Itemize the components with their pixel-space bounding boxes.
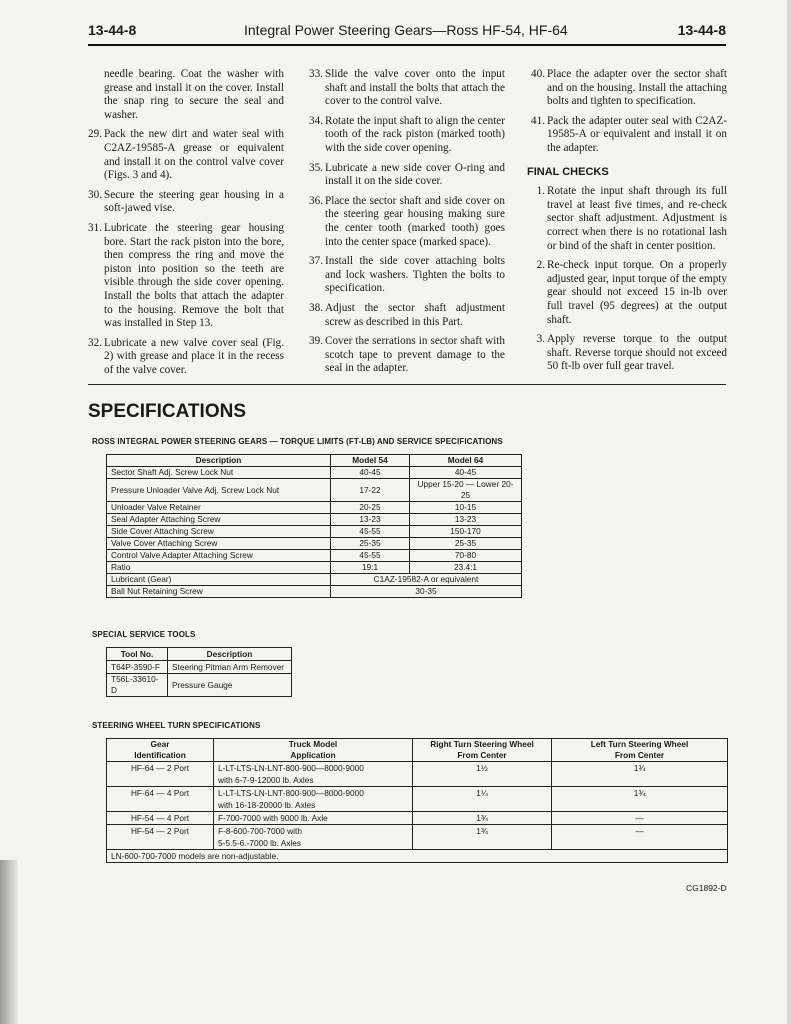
column-header: Description — [168, 648, 292, 661]
column-header: Model 64 — [410, 455, 522, 467]
step-number: 35. — [309, 161, 323, 174]
column-header: Model 54 — [331, 455, 410, 467]
table-cell: 13-23 — [331, 514, 410, 526]
step-35 — [305, 162, 505, 189]
text-column-1 — [84, 68, 284, 383]
table-cell: Unloader Valve Retainer — [107, 502, 331, 514]
step-text: Adjust the sector shaft adjustment screw as described in this Part. — [325, 301, 505, 328]
step-41 — [527, 115, 727, 156]
section-divider — [88, 384, 726, 385]
table-cell: 40-45 — [331, 467, 410, 479]
step-37 — [305, 255, 505, 296]
step-number: 40. — [531, 68, 545, 80]
table-cell: 150-170 — [410, 526, 522, 538]
table-header-row — [107, 455, 522, 467]
header-line: From Center — [457, 750, 507, 760]
table-row — [107, 467, 522, 479]
cell-line: 5-5.5-6.-7000 lb. Axles — [218, 838, 302, 848]
page-number-right: 13-44-8 — [677, 22, 726, 38]
step-text: Install the side cover attaching bolts and lock washers. Tighten the bolts to specification. — [325, 255, 505, 295]
table-cell: Pressure Gauge — [168, 674, 292, 697]
table-row — [107, 586, 522, 598]
check-number: 3. — [536, 333, 545, 346]
column-header: Description — [107, 455, 331, 467]
specifications-heading: SPECIFICATIONS — [88, 401, 246, 422]
table-cell: 1¾ — [413, 825, 552, 850]
table-cell: Sector Shaft Adj. Screw Lock Nut — [107, 467, 331, 479]
table-cell: Ball Nut Retaining Screw — [107, 586, 331, 598]
step-number: 38. — [309, 301, 323, 314]
page-title: Integral Power Steering Gears—Ross HF-54, HF-64 — [244, 22, 568, 38]
step-number: 31. — [88, 221, 102, 234]
table-cell: Valve Cover Attaching Screw — [107, 538, 331, 550]
table-cell: 25-35 — [331, 538, 410, 550]
step-text: Place the sector shaft and side cover on the steering gear housing making sure the center tooth (marked tooth) goes into the center space (marked space). — [325, 194, 505, 248]
step-text: Lubricate a new valve cover seal (Fig. 2) with grease and place it in the recess of the valve cover. — [104, 336, 284, 376]
step-30 — [84, 189, 284, 216]
final-checks-heading: FINAL CHECKS — [527, 165, 609, 178]
column-header — [552, 739, 728, 762]
table-cell — [214, 787, 413, 812]
table-cell: 1½ — [413, 762, 552, 787]
table-note-row — [107, 850, 728, 863]
step-text: Pack the adapter outer seal with C2AZ-19585-A or equivalent and install it on the adapter. — [547, 114, 727, 154]
header-line: Gear — [150, 739, 170, 749]
table-cell: HF-54 — 4 Port — [107, 812, 214, 825]
table-cell: 40-45 — [410, 467, 522, 479]
step-number: 29. — [88, 128, 102, 141]
table-cell: Side Cover Attaching Screw — [107, 526, 331, 538]
table-cell: 20-25 — [331, 502, 410, 514]
table-cell: 1¼ — [413, 787, 552, 812]
step-32 — [84, 337, 284, 378]
table-cell: 17-22 — [331, 479, 410, 502]
step-number: 34. — [309, 114, 323, 127]
table-cell: T64P-3590-F — [107, 661, 168, 674]
final-check-1 — [527, 185, 727, 253]
page-number-left: 13-44-8 — [88, 22, 137, 38]
table-row — [107, 502, 522, 514]
check-text: Rotate the input shaft through its full travel at least five times, and re-check sector shaft adjustment. Adjustment is correct when there is no rotational lash or bind of the shaft in center position. — [547, 185, 727, 252]
step-31 — [84, 222, 284, 331]
final-check-2 — [527, 259, 727, 327]
table-cell: HF-54 — 2 Port — [107, 825, 214, 850]
steering-turn-table — [106, 738, 728, 863]
step-34 — [305, 115, 505, 156]
table-cell: — — [552, 825, 728, 850]
turn-table-caption: STEERING WHEEL TURN SPECIFICATIONS — [92, 721, 261, 730]
step-38 — [305, 302, 505, 329]
table-cell: 45-55 — [331, 550, 410, 562]
cell-line: F-8-600-700-7000 with — [218, 826, 302, 836]
page-edge-shadow — [787, 0, 791, 1024]
table-row — [107, 550, 522, 562]
step-text: Rotate the input shaft to align the center tooth of the rack piston (marked tooth) with the side cover opening. — [325, 114, 505, 154]
header-line: Identification — [134, 750, 186, 760]
table-cell: Upper 15-20 — Lower 20-25 — [410, 479, 522, 502]
table-header-row — [107, 739, 728, 762]
table-cell — [214, 762, 413, 787]
column-header — [214, 739, 413, 762]
table-cell: Steering Pitman Arm Remover — [168, 661, 292, 674]
step-36 — [305, 195, 505, 249]
tools-table-caption: SPECIAL SERVICE TOOLS — [92, 630, 196, 639]
text-column-3 — [527, 68, 727, 380]
step-text: Place the adapter over the sector shaft and on the housing. Install the attaching bolts and tighten to specification. — [547, 68, 727, 108]
table-cell: HF-64 — 2 Port — [107, 762, 214, 787]
table-cell: 13-23 — [410, 514, 522, 526]
table-row — [107, 787, 728, 812]
column-header — [107, 739, 214, 762]
step-number: 37. — [309, 255, 323, 268]
table-cell: 1¾ — [552, 762, 728, 787]
table-cell: 19:1 — [331, 562, 410, 574]
header-line: Left Turn Steering Wheel — [590, 739, 689, 749]
step-40 — [527, 68, 727, 109]
table-cell: Control Valve Adapter Attaching Screw — [107, 550, 331, 562]
step-29 — [84, 128, 284, 182]
table-cell: Pressure Unloader Valve Adj. Screw Lock Nut — [107, 479, 331, 502]
header-line: Truck Model — [288, 739, 338, 749]
torque-limits-table — [106, 454, 522, 598]
header-line: Application — [290, 750, 336, 760]
table-cell — [214, 825, 413, 850]
final-check-3 — [527, 333, 727, 374]
table-cell: HF-64 — 4 Port — [107, 787, 214, 812]
cell-line: with 16-18-20000 lb. Axles — [218, 800, 316, 810]
table-row — [107, 538, 522, 550]
step-text: Lubricate the steering gear housing bore. Start the rack piston into the bore, then compress the ring and move the piston into position so the teeth are visible through the side cover opening. Install the bolts that attach the adapter to the housing. Remove the bolt that was installed in Step 13. — [104, 221, 284, 330]
step-text: Secure the steering gear housing in a soft-jawed vise. — [104, 188, 284, 215]
step-39 — [305, 335, 505, 376]
table-cell: 70-80 — [410, 550, 522, 562]
table-cell: 23.4:1 — [410, 562, 522, 574]
figure-code: CG1892-D — [686, 883, 727, 893]
check-text: Apply reverse torque to the output shaft. Reverse torque should not exceed 50 ft-lb over full gear travel. — [547, 333, 727, 373]
table-row — [107, 526, 522, 538]
table-cell: Seal Adapter Attaching Screw — [107, 514, 331, 526]
table-row — [107, 825, 728, 850]
check-text: Re-check input torque. On a properly adjusted gear, input torque of the empty gear should not exceed 15 in-lb over full travel (95 degrees) at the output shaft. — [547, 259, 727, 326]
table-row — [107, 674, 292, 697]
step-33 — [305, 68, 505, 109]
check-number: 2. — [536, 259, 545, 272]
step-number: 30. — [88, 188, 102, 201]
step-number: 36. — [309, 194, 323, 207]
table-cell: Ratio — [107, 562, 331, 574]
table-cell: C1AZ-19582-A or equivalent — [331, 574, 522, 586]
table-row — [107, 574, 522, 586]
step-text: Cover the serrations in sector shaft with scotch tape to prevent damage to the seal in the adapter. — [325, 335, 505, 375]
column-header: Tool No. — [107, 648, 168, 661]
table-cell: 10-15 — [410, 502, 522, 514]
check-number: 1. — [536, 185, 545, 198]
column-header — [413, 739, 552, 762]
table-cell: 30-35 — [331, 586, 522, 598]
table-header-row — [107, 648, 292, 661]
table-cell: — — [552, 812, 728, 825]
table-cell: F-700-7000 with 9000 lb. Axle — [214, 812, 413, 825]
table-note: LN-600-700-7000 models are non-adjustable. — [107, 850, 728, 863]
special-tools-table — [106, 647, 292, 697]
cell-line: L-LT-LTS-LN-LNT-800-900—8000-9000 — [218, 788, 364, 798]
table-cell: 45-55 — [331, 526, 410, 538]
table-row — [107, 762, 728, 787]
table-row — [107, 562, 522, 574]
step-number: 32. — [88, 336, 102, 349]
torque-table-caption: ROSS INTEGRAL POWER STEERING GEARS — TORQUE LIMITS (FT-LB) AND SERVICE SPECIFICATIONS — [92, 437, 503, 446]
table-cell: 1¾ — [552, 787, 728, 812]
table-cell: 1¾ — [413, 812, 552, 825]
step-text: Slide the valve cover onto the input shaft and install the bolts that attach the cover to the control valve. — [325, 68, 505, 108]
table-row — [107, 812, 728, 825]
binding-shadow — [0, 860, 18, 1024]
header-line: From Center — [614, 750, 665, 760]
cell-line: L-LT-LTS-LN-LNT-800-900—8000-9000 — [218, 763, 364, 773]
step-text: Pack the new dirt and water seal with C2AZ-19585-A grease or equivalent and install it on the control valve cover (Figs. 3 and 4). — [104, 128, 284, 182]
page-header — [88, 22, 726, 46]
text-column-2 — [305, 68, 505, 382]
table-row — [107, 479, 522, 502]
step-number: 33. — [309, 68, 323, 80]
table-row — [107, 661, 292, 674]
step-number: 41. — [531, 114, 545, 127]
continued-paragraph: needle bearing. Coat the washer with grease and install it on the cover. Install the snap ring to secure the seal and washer. — [104, 68, 284, 121]
header-line: Right Turn Steering Wheel — [430, 739, 534, 749]
step-text: Lubricate a new side cover O-ring and install it on the side cover. — [325, 161, 505, 188]
step-number: 39. — [309, 335, 323, 348]
table-cell: Lubricant (Gear) — [107, 574, 331, 586]
cell-line: with 6-7-9-12000 lb. Axles — [218, 775, 314, 785]
table-cell: 25-35 — [410, 538, 522, 550]
table-row — [107, 514, 522, 526]
table-cell: T56L-33610-D — [107, 674, 168, 697]
